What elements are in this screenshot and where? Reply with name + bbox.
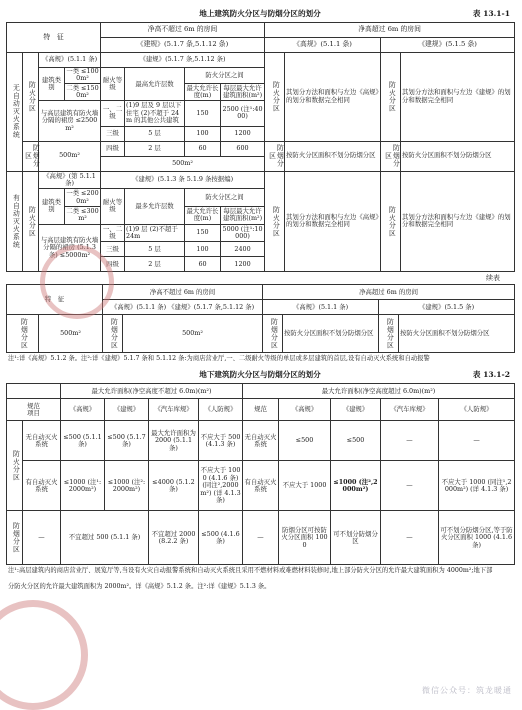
max-floors-header-b: 最多允许层数 <box>125 189 185 224</box>
t2-r1-cf: 不应大于 500 (4.1.3 条) <box>199 421 243 461</box>
table1 <box>6 22 515 272</box>
method-same-gc: 其划分方法和面积与左边《高规》的划分和数据完全相同 <box>285 53 381 142</box>
cont-low-span: 净高不超过 6m 的房间 <box>103 285 263 300</box>
gc-header-inline: 《高规》(5.1.1 条) <box>39 53 101 68</box>
t2-car-2: 《汽车库规》 <box>381 399 439 421</box>
grade-3-area-b: 2400 <box>221 242 265 257</box>
cont-smoke-label: 防烟分区 <box>7 315 39 353</box>
fire-zone-label-b2: 防火分区 <box>265 171 285 272</box>
watermark: 微信公众号：筑龙暖通 <box>422 685 512 695</box>
t2-r2-car: ≤4000 (5.1.2 条) <box>149 461 199 511</box>
jg-header: 《建规》(5.1.7 条,5.1.12 条) <box>101 38 265 53</box>
cont-smoke-label-4: 防烟分区 <box>379 315 399 353</box>
t2-r2-jg-2: ≤1000 (注²,2000m²) <box>331 461 381 511</box>
table2 <box>6 383 515 565</box>
t2-cf-2: 《人防规》 <box>439 399 515 421</box>
cont-method-1: 按防火分区面积不划分防烟分区 <box>283 315 379 353</box>
building-type-label: 建筑类别 <box>39 68 65 101</box>
fire-rating-header-b: 耐火等级 <box>101 189 125 224</box>
fire-rating-header: 耐火等级 <box>101 68 125 101</box>
smoke-method-2: 按防火分区面积不划分防烟分区 <box>401 141 515 171</box>
class-2-area <box>65 83 101 101</box>
podium-label: 与高层建筑有防火墙分隔的裙房 <box>40 108 99 125</box>
t2-r2-cf: 不应大于 1000 (4.1.6 条) (同注²,2000m²) (详 4.1.3 条) <box>199 461 243 511</box>
table2-number: 表 13.1-2 <box>472 370 510 380</box>
grade-4-floors-b: 2 层 <box>125 257 185 272</box>
t2-blank-top <box>7 384 61 399</box>
grade-12-area: 2500 (注¹:4000) <box>221 101 265 126</box>
grade-12-length: 150 <box>185 101 221 126</box>
high-span-header: 净高超过 6m 的房间 <box>265 23 515 38</box>
method-same-jg: 其划分方法和面积与左边《建规》的划分和数据完全相同 <box>401 53 515 142</box>
gc-header-2: 《高规》(5.1.1 条) <box>265 38 381 53</box>
cont-value-1: 500m² <box>39 315 103 353</box>
class-1-area <box>65 68 101 84</box>
fire-zone-label-b3: 防火分区 <box>381 171 401 272</box>
t2-r2-cf-2: 不应大于 1000 (同注¹,2000m²) (详 4.1.3 条) <box>439 461 515 511</box>
t2-fire-zone: 防火分区 <box>7 421 23 511</box>
class-2-value: ≤1500m² <box>76 83 99 100</box>
t2-r1-car-2: — <box>381 421 439 461</box>
class-1-b-value: ≤2000m² <box>76 189 99 205</box>
grade-4-area: 600 <box>221 141 265 156</box>
fire-zone-label-2: 防火分区 <box>265 53 285 142</box>
t2-jg: 《建规》 <box>105 399 149 421</box>
section-sprinkler: 有自动灭火系统 <box>7 171 23 272</box>
smoke-zone-label: 防烟分区 <box>23 141 39 171</box>
t2-r3-jg-2: 防烟分区可按防火分区面积 1000 <box>279 511 331 565</box>
grade-3-length-b: 100 <box>185 242 221 257</box>
grade-12-area-b: 5000 (注¹:10000) <box>222 224 263 241</box>
cont-high-span: 净高超过 6m 的房间 <box>263 285 515 300</box>
grade-4: 四级 <box>101 141 125 156</box>
t2-gc-2: 《高规》 <box>279 399 331 421</box>
grade-4-floors: 2 层 <box>125 141 185 156</box>
podium-value: ≤2500m² <box>65 116 98 132</box>
grade-3-length: 100 <box>185 126 221 141</box>
t2-high-span: 最大允许面积(净空高度超过 6.0m)(m²) <box>243 384 515 399</box>
podium-value-b: (5.1.3 条) ≤5000m² <box>48 243 96 259</box>
class-2-b-value: ≤300m² <box>78 206 99 223</box>
max-length-header-b: 最大允许长度(m) <box>185 206 221 224</box>
class-2-name: 二类 <box>66 83 80 92</box>
max-area-header: 每层最大允许建筑面积(m²) <box>221 83 265 101</box>
t2-r1-label-2: 无自动灭火系统 <box>243 421 279 461</box>
t2-low-span: 最大允许面积(净空高度不超过 6.0m)(m²) <box>61 384 243 399</box>
t2-smoke-zone: 防烟分区 <box>7 511 23 565</box>
t2-r3-cf: ≤500 (4.1.6 条) <box>199 511 243 565</box>
cont-smoke-label-2: 防烟分区 <box>103 315 123 353</box>
podium-cell <box>39 101 101 141</box>
cont-feature: 特 征 <box>7 285 103 315</box>
t2-norm-2: 规范 <box>243 399 279 421</box>
max-floors-header: 最高允许层数 <box>125 68 185 101</box>
t2-r1-jg-2: ≤500 <box>331 421 381 461</box>
low-span-header: 净高不超过 6m 的房间 <box>101 23 265 38</box>
table2-note-1: 注¹:高层建筑内的商店营业厅、展览厅等,当设有火灾自动报警系统和自动灭火系统且采用不燃材料或难燃材料装修时,地上部分防火分区的允许最大建筑面积为 4000m²;地下部 <box>8 567 493 575</box>
cont-jg: 《建规》(5.1.7 条,5.1.12 条) <box>168 302 255 311</box>
fire-zone-label: 防火分区 <box>23 53 39 142</box>
grade-12: 一、二级 <box>101 101 125 126</box>
t2-r1-jg: ≤500 (5.1.7 条) <box>105 421 149 461</box>
fire-zone-label-3: 防火分区 <box>381 53 401 142</box>
grade-4-length-b: 60 <box>185 257 221 272</box>
podium-label-b: 与高层建筑有防火墙分隔的裙房 <box>40 235 99 252</box>
jg-header-inline: 《建规》(5.1.7 条,5.1.12 条) <box>101 53 265 68</box>
t2-car: 《汽车库规》 <box>149 399 199 421</box>
jg-header-2: 《建规》(5.1.5 条) <box>381 38 515 53</box>
t2-r2-gc: ≤1000 (注¹:2000m²) <box>61 461 105 511</box>
t2-corner <box>7 399 61 421</box>
table1-number: 表 13.1-1 <box>472 9 510 18</box>
cont-gc-2: 《高规》(5.1.1 条) <box>263 300 379 315</box>
t2-r3-gc-2: — <box>243 511 279 565</box>
grade-4-b: 四级 <box>101 257 125 272</box>
class-1-name: 一类 <box>66 67 80 75</box>
cont-method-2: 按防火分区面积不划分防烟分区 <box>399 315 515 353</box>
t2-r3-cf2a: — <box>381 511 439 565</box>
gc-header-b: 《高规》(第 5.1.1 条) <box>39 171 101 189</box>
class-1-value: ≤1000m² <box>76 67 99 83</box>
table1-title: 地上建筑防火分区与防烟分区的划分 <box>199 9 321 18</box>
method-same-gc-b: 其划分方法和面积与左边《高规》的划分和数据完全相同 <box>285 171 381 272</box>
table2-caption <box>6 369 514 383</box>
table2-title: 地下建筑防火分区与防烟分区的划分 <box>199 370 321 380</box>
method-same-jg-b: 其划分方法和面积与左边《建规》的划分和数据完全相同 <box>401 171 515 272</box>
cont-value-2: 500m² <box>123 315 263 353</box>
grade-3-area: 1200 <box>221 126 265 141</box>
smoke-gc-value: 500m² <box>39 141 101 171</box>
grade-3-floors: 5 层 <box>125 126 185 141</box>
t2-r3-car-2: 可不划分防烟分区 <box>331 511 381 565</box>
zone-between-header-b: 防火分区之间 <box>185 189 265 207</box>
t2-r1-cf-2: — <box>439 421 515 461</box>
t2-r1-gc: ≤500 (5.1.1 条) <box>61 421 105 461</box>
table1-caption <box>6 8 514 22</box>
t2-norm: 规范 <box>27 401 40 410</box>
cont-jg-2: 《建规》(5.1.5 条) <box>379 300 515 315</box>
smoke-method-1: 按防火分区面积不划分防烟分区 <box>285 141 381 171</box>
t2-r1-car: 最大允许面积为 2000 (5.1.1 条) <box>149 421 199 461</box>
max-length-header: 最大允许长度(m) <box>185 83 221 101</box>
t2-gc: 《高规》 <box>61 399 105 421</box>
grade-12-b: 一、二级 <box>101 224 125 242</box>
t2-r2-car-2: — <box>381 461 439 511</box>
class-1-b <box>65 189 101 207</box>
cont-smoke-label-3: 防烟分区 <box>263 315 283 353</box>
t2-r1-label: 无自动灭火系统 <box>23 421 61 461</box>
class-2-b <box>65 206 101 224</box>
building-type-label-b: 建筑类别 <box>39 189 65 224</box>
t2-r3-cf-2: 可不划分防烟分区,等于防火分区面积 1000 (4.1.6 条) <box>439 511 515 565</box>
class-1-b-name: 一类 <box>66 189 80 198</box>
zone-between-header: 防火分区之间 <box>185 68 265 84</box>
table2-note-2: 分防火分区的允许最大建筑面积为 2000m²。详《高规》5.1.2 条。注²:详《建规》5.1.3 条。 <box>8 583 271 591</box>
cont-gc: 《高规》(5.1.1 条) <box>110 302 167 311</box>
t2-r2-label-2: 有自动灭火系统 <box>243 461 279 511</box>
t2-cf: 《人防规》 <box>199 399 243 421</box>
document-sheet <box>6 8 514 597</box>
class-2-b-name: 二类 <box>66 206 80 215</box>
grade-4-length: 60 <box>185 141 221 156</box>
t2-item: 项目 <box>27 408 40 417</box>
grade-3: 三级 <box>101 126 125 141</box>
continuation-label: 续表 <box>486 274 500 283</box>
t2-r3-car: 不宜超过 2000 (8.2.2 条) <box>149 511 199 565</box>
grade-4-area-b: 1200 <box>221 257 265 272</box>
grade-12-floors: (1)9 层及 9 层以下住宅 (2)不超于 24m 的其他公共建筑 <box>125 101 185 126</box>
stamp-seal-large <box>0 600 88 710</box>
smoke-jg-value: 500m² <box>101 156 265 171</box>
podium-cell-b <box>39 224 101 272</box>
t2-r2-gc-2: 不应大于 1000 <box>279 461 331 511</box>
feature-header: 特 征 <box>7 23 101 53</box>
grade-3-floors-b: 5 层 <box>125 242 185 257</box>
t2-r2-label: 有自动灭火系统 <box>23 461 61 511</box>
cont-gc-jg <box>103 300 263 315</box>
jg-header-b: 《建规》(5.1.3 条 5.1.9 条按据编) <box>101 171 265 189</box>
continuation-note: 注¹:详《高规》5.1.2 条。注²:详《建规》5.1.7 条和 5.1.12 条:为商店营业厅,一、二级耐火等级的单层或多层建筑的首层,设有自动灭火系统和自动报警 <box>8 355 430 363</box>
t2-r3-gc: — <box>23 511 61 565</box>
continuation-table <box>6 284 515 353</box>
grade-12-length-b: 150 <box>185 224 221 242</box>
t2-r3-jg: 不宜超过 500 (5.1.1 条) <box>61 511 149 565</box>
smoke-label-2: 防烟分区 <box>265 141 285 171</box>
fire-zone-label-b: 防火分区 <box>23 171 39 272</box>
t2-jg-2: 《建规》 <box>331 399 381 421</box>
section-no-sprinkler: 无自动灭火系统 <box>7 53 23 172</box>
continuation-caption <box>6 272 514 284</box>
grade-12-floors-b: (1)9 层 (2)不超于 24m <box>125 224 185 242</box>
smoke-label-3: 防烟分区 <box>381 141 401 171</box>
max-area-header-b: 每层最大允许建筑面积(m²) <box>221 206 265 224</box>
t2-r2-jg: ≤1000 (注²:2000m²) <box>105 461 149 511</box>
grade-3-b: 三级 <box>101 242 125 257</box>
t2-r1-gc-2: ≤500 <box>279 421 331 461</box>
